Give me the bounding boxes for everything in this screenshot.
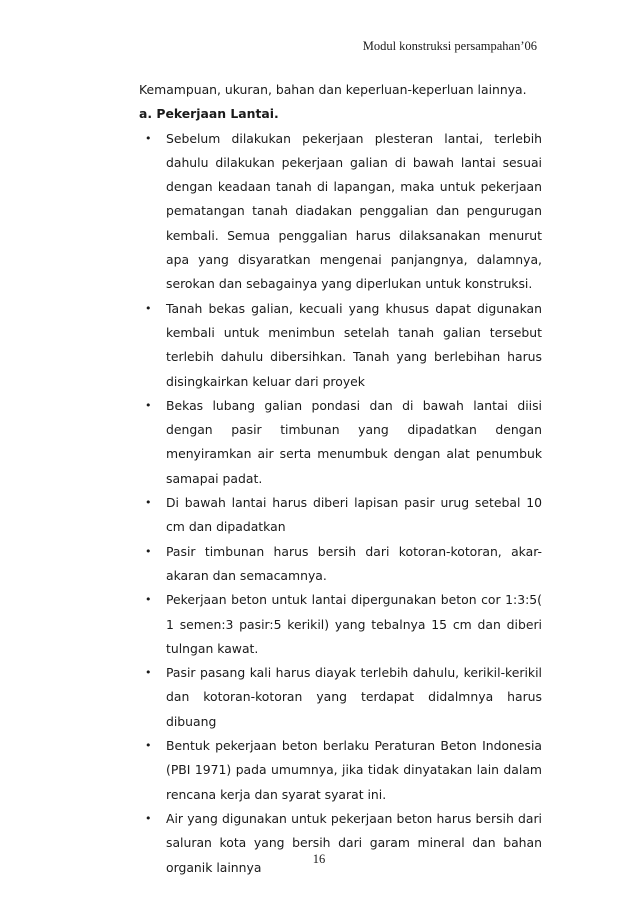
bullet-text: Pasir timbunan harus bersih dari kotoran-kotoran, akar-akaran dan semacamnya. bbox=[166, 543, 542, 583]
bullet-dot-icon: • bbox=[145, 666, 152, 680]
bullet-item bbox=[139, 588, 542, 661]
bullet-text: Di bawah lantai harus diberi lapisan pasir urug setebal 10 cm dan dipadatkan bbox=[166, 495, 542, 535]
bullet-text: Pekerjaan beton untuk lantai dipergunakan beton cor 1:3:5( 1 semen:3 pasir:5 kerikil) yang tebalnya 15 cm dan diberi tulngan kawat. bbox=[166, 592, 542, 656]
bullet-text: Pasir pasang kali harus diayak terlebih dahulu, kerikil-kerikil dan kotoran-kotoran yang terdapat didalmnya harus dibuang bbox=[166, 665, 542, 729]
bullet-text: Air yang digunakan untuk pekerjaan beton harus bersih dari saluran kota yang bersih dari garam mineral dan bahan organik lainnya bbox=[166, 810, 542, 875]
bullet-item bbox=[139, 491, 542, 540]
bullet-item bbox=[139, 540, 542, 589]
bullet-dot-icon: • bbox=[145, 544, 152, 558]
page-number: 16 bbox=[312, 852, 326, 866]
bullet-item bbox=[139, 127, 542, 297]
page-body bbox=[139, 78, 542, 880]
bullet-text: Bekas lubang galian pondasi dan di bawah lantai diisi dengan pasir timbunan yang dipadatkan dengan menyiramkan air serta menumbuk dengan alat penumbuk samapai padat. bbox=[166, 397, 542, 486]
bullet-dot-icon: • bbox=[145, 398, 152, 412]
bullet-text: Bentuk pekerjaan beton berlaku Peraturan Beton Indonesia (PBI 1971) pada umumnya, jika tidak dinyatakan lain dalam rencana kerja dan syarat syarat ini. bbox=[166, 738, 542, 802]
running-header: Modul konstruksi persampahan’06 bbox=[362, 39, 537, 53]
bullet-dot-icon: • bbox=[145, 739, 152, 753]
bullet-dot-icon: • bbox=[145, 811, 152, 825]
bullet-list bbox=[139, 127, 542, 880]
bullet-item bbox=[139, 297, 542, 394]
bullet-item bbox=[139, 734, 542, 807]
bullet-dot-icon: • bbox=[145, 131, 152, 145]
bullet-dot-icon: • bbox=[145, 301, 152, 315]
bullet-dot-icon: • bbox=[145, 496, 152, 510]
bullet-dot-icon: • bbox=[145, 593, 152, 607]
section-heading: a. Pekerjaan Lantai. bbox=[139, 106, 279, 122]
bullet-text: Sebelum dilakukan pekerjaan plesteran lantai, terlebih dahulu dilakukan pekerjaan galian di bawah lantai sesuai dengan keadaan tanah di lapangan, maka untuk pekerjaan pematangan tanah diadakan penggalian dan pengurugan kembali. Semua penggalian harus dilaksanakan menurut apa yang disyaratkan mengenai panjangnya, dalamnya, serokan dan sebagainya yang diperlukan untuk konstruksi. bbox=[166, 130, 542, 292]
bullet-item bbox=[139, 394, 542, 491]
bullet-item bbox=[139, 807, 542, 880]
intro-line: Kemampuan, ukuran, bahan dan keperluan-keperluan lainnya. bbox=[139, 82, 527, 97]
bullet-item bbox=[139, 661, 542, 734]
bullet-text: Tanah bekas galian, kecuali yang khusus dapat digunakan kembali untuk menimbun setelah tanah galian tersebut terlebih dahulu dibersihkan. Tanah yang berlebihan harus disingkairkan keluar dari proyek bbox=[166, 300, 542, 389]
